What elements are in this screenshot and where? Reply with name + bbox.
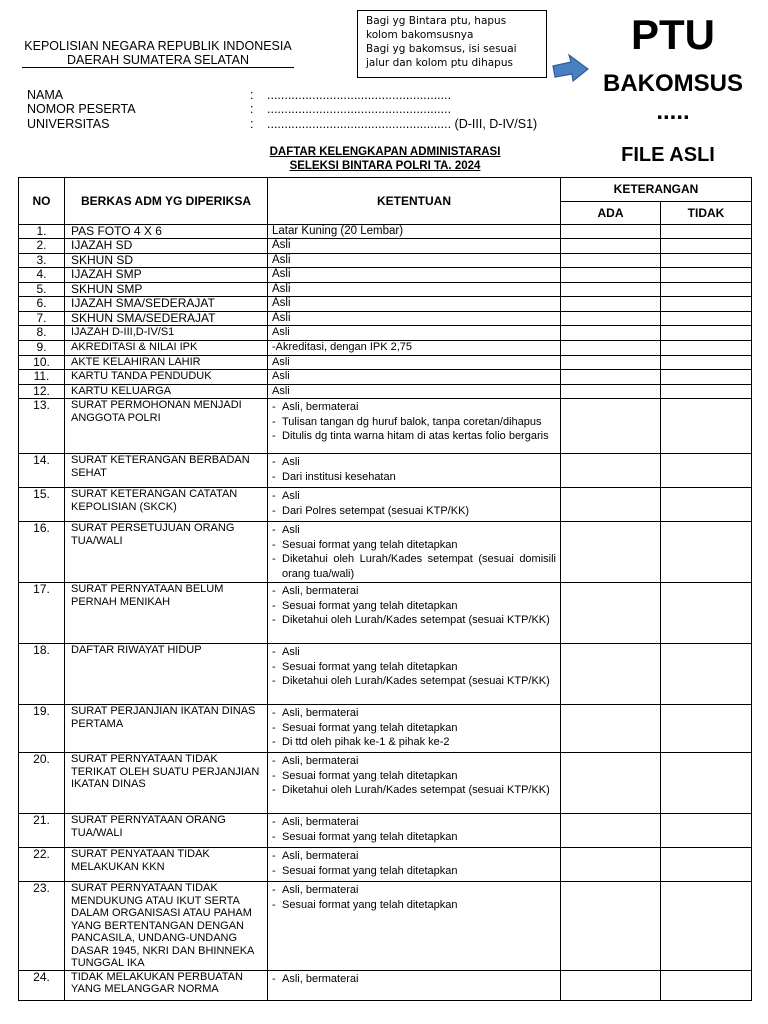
table-row	[19, 253, 752, 268]
row-requirements	[268, 488, 561, 522]
row-number: 18.	[19, 644, 65, 705]
checkbox-ada[interactable]	[561, 753, 661, 814]
checkbox-ada[interactable]	[561, 384, 661, 399]
requirement-item: - Diketahui oleh Lurah/Kades setempat (sesuai KTP/KK)	[272, 783, 556, 798]
row-number: 21.	[19, 814, 65, 848]
row-document-name: SKHUN SMA/SEDERAJAT	[65, 311, 268, 326]
row-requirements	[268, 340, 561, 355]
checkbox-tidak[interactable]	[661, 239, 752, 254]
checkbox-ada[interactable]	[561, 282, 661, 297]
checkbox-ada[interactable]	[561, 326, 661, 341]
row-document-name: IJAZAH SMA/SEDERAJAT	[65, 297, 268, 312]
org-header	[22, 39, 294, 68]
table-row	[19, 848, 752, 882]
row-document-name: SURAT PERJANJIAN IKATAN DINAS PERTAMA	[65, 705, 268, 753]
row-document-name: PAS FOTO 4 X 6	[65, 225, 268, 239]
table-row	[19, 753, 752, 814]
requirement-item: - Sesuai format yang telah ditetapkan	[272, 864, 556, 879]
checkbox-ada[interactable]	[561, 268, 661, 283]
requirement-item: Asli	[272, 355, 290, 368]
checkbox-tidak[interactable]	[661, 583, 752, 644]
checkbox-tidak[interactable]	[661, 753, 752, 814]
row-document-name: IJAZAH SD	[65, 239, 268, 254]
row-number: 19.	[19, 705, 65, 753]
requirement-item: Asli	[272, 384, 290, 397]
requirement-item: - Tulisan tangan dg huruf balok, tanpa coretan/dihapus	[272, 415, 556, 430]
row-requirements	[268, 253, 561, 268]
requirement-item: - Di ttd oleh pihak ke-1 & pihak ke-2	[272, 735, 556, 750]
checkbox-tidak[interactable]	[661, 282, 752, 297]
row-requirements	[268, 522, 561, 583]
table-row	[19, 399, 752, 454]
row-document-name: SURAT PERNYATAAN TIDAK MENDUKUNG ATAU IKUT SERTA DALAM ORGANISASI ATAU PAHAM YANG BERTENTANGAN DENGAN PANCASILA, UNDANG-UNDANG DASAR 1945, NKRI DAN BHINNEKA TUNGGAL IKA	[65, 882, 268, 971]
table-row	[19, 225, 752, 239]
requirement-item: - Sesuai format yang telah ditetapkan	[272, 721, 556, 736]
row-requirements	[268, 355, 561, 370]
row-requirements	[268, 583, 561, 644]
requirement-item: - Sesuai format yang telah ditetapkan	[272, 830, 556, 845]
row-requirements	[268, 454, 561, 488]
row-number: 22.	[19, 848, 65, 882]
row-requirements	[268, 970, 561, 1000]
table-row	[19, 882, 752, 971]
checkbox-tidak[interactable]	[661, 644, 752, 705]
table-row	[19, 814, 752, 848]
row-document-name: AKREDITASI & NILAI IPK	[65, 340, 268, 355]
requirement-item: Asli	[272, 253, 291, 266]
row-number: 3.	[19, 253, 65, 268]
note-line: jalur dan kolom ptu dihapus	[366, 57, 513, 69]
field-universitas	[27, 117, 587, 132]
checkbox-ada[interactable]	[561, 848, 661, 882]
checkbox-tidak[interactable]	[661, 370, 752, 385]
row-number: 24.	[19, 970, 65, 1000]
field-input-universitas[interactable]: ..................................................... (D-III, D-IV/S1)	[267, 117, 538, 131]
row-requirements	[268, 399, 561, 454]
row-requirements	[268, 882, 561, 971]
requirement-item: - Asli, bermaterai	[272, 849, 556, 864]
checkbox-ada[interactable]	[561, 882, 661, 971]
row-document-name: IJAZAH SMP	[65, 268, 268, 283]
field-colon: :	[250, 102, 254, 116]
field-input-nomor-peserta[interactable]: .....................................................	[267, 102, 452, 116]
requirement-item: Asli	[272, 370, 290, 382]
instruction-note	[357, 10, 547, 78]
table-row	[19, 370, 752, 385]
checkbox-ada[interactable]	[561, 583, 661, 644]
row-document-name: KARTU TANDA PENDUDUK	[65, 370, 268, 385]
checkbox-ada[interactable]	[561, 705, 661, 753]
note-line: Bagi yg bakomsus, isi sesuai	[366, 43, 517, 55]
header-tidak: TIDAK	[661, 202, 752, 225]
checkbox-ada[interactable]	[561, 399, 661, 454]
row-document-name: SKHUN SMP	[65, 282, 268, 297]
checkbox-tidak[interactable]	[661, 454, 752, 488]
requirement-item: - Asli	[272, 455, 556, 470]
checkbox-tidak[interactable]	[661, 488, 752, 522]
row-requirements	[268, 848, 561, 882]
row-number: 11.	[19, 370, 65, 385]
row-document-name: SURAT PENYATAAN TIDAK MELAKUKAN KKN	[65, 848, 268, 882]
requirement-item: Asli	[272, 326, 290, 338]
row-number: 13.	[19, 399, 65, 454]
row-number: 14.	[19, 454, 65, 488]
org-region: DAERAH SUMATERA SELATAN	[22, 53, 294, 68]
arrow-right-down-icon	[551, 52, 591, 84]
header-ada: ADA	[561, 202, 661, 225]
title-line-2: SELEKSI BINTARA POLRI TA. 2024	[289, 160, 481, 172]
checkbox-ada[interactable]	[561, 355, 661, 370]
table-row	[19, 970, 752, 1000]
checkbox-ada[interactable]	[561, 488, 661, 522]
requirement-item: Asli	[272, 282, 291, 295]
table-row	[19, 522, 752, 583]
table-row	[19, 705, 752, 753]
checkbox-ada[interactable]	[561, 970, 661, 1000]
checkbox-tidak[interactable]	[661, 326, 752, 341]
ptu-label: PTU	[631, 11, 715, 58]
row-requirements	[268, 705, 561, 753]
requirement-item: - Asli, bermaterai	[272, 400, 556, 415]
row-document-name: SURAT PERNYATAAN TIDAK TERIKAT OLEH SUATU PERJANJIAN IKATAN DINAS	[65, 753, 268, 814]
checkbox-tidak[interactable]	[661, 522, 752, 583]
table-row	[19, 297, 752, 312]
requirement-item: - Sesuai format yang telah ditetapkan	[272, 769, 556, 784]
row-number: 6.	[19, 297, 65, 312]
document-title	[230, 145, 540, 173]
row-document-name: AKTE KELAHIRAN LAHIR	[65, 355, 268, 370]
bakomsus-label: BAKOMSUS	[602, 70, 743, 97]
header-berkas: BERKAS ADM YG DIPERIKSA	[65, 178, 268, 225]
row-requirements	[268, 282, 561, 297]
checkbox-tidak[interactable]	[661, 268, 752, 283]
row-requirements	[268, 370, 561, 385]
row-number: 12.	[19, 384, 65, 399]
row-number: 7.	[19, 311, 65, 326]
row-requirements	[268, 814, 561, 848]
row-document-name: SKHUN SD	[65, 253, 268, 268]
row-document-name: SURAT PERNYATAAN BELUM PERNAH MENIKAH	[65, 583, 268, 644]
table-row	[19, 311, 752, 326]
checkbox-ada[interactable]	[561, 370, 661, 385]
row-number: 17.	[19, 583, 65, 644]
requirement-item: -Akreditasi, dengan IPK 2,75	[272, 340, 413, 353]
checkbox-ada[interactable]	[561, 644, 661, 705]
row-number: 23.	[19, 882, 65, 971]
requirement-item: - Asli, bermaterai	[272, 584, 556, 599]
requirement-item: - Asli, bermaterai	[272, 972, 556, 987]
row-document-name: SURAT PERSETUJUAN ORANG TUA/WALI	[65, 522, 268, 583]
row-number: 2.	[19, 239, 65, 254]
table-row	[19, 239, 752, 254]
checkbox-ada[interactable]	[561, 340, 661, 355]
requirement-item: - Asli	[272, 645, 556, 660]
requirement-item: - Sesuai format yang telah ditetapkan	[272, 599, 556, 614]
requirement-item: - Diketahui oleh Lurah/Kades setempat (sesuai KTP/KK)	[272, 674, 556, 689]
requirement-item: Latar Kuning (20 Lembar)	[272, 225, 404, 237]
checkbox-tidak[interactable]	[661, 340, 752, 355]
row-requirements	[268, 753, 561, 814]
checkbox-ada[interactable]	[561, 522, 661, 583]
row-number: 20.	[19, 753, 65, 814]
field-label: UNIVERSITAS	[27, 117, 110, 131]
field-label: NAMA	[27, 88, 64, 102]
requirement-item: - Asli, bermaterai	[272, 706, 556, 721]
row-number: 1.	[19, 225, 65, 239]
bakomsus-dots: .....	[656, 98, 690, 125]
checkbox-tidak[interactable]	[661, 814, 752, 848]
row-document-name: IJAZAH D-III,D-IV/S1	[65, 326, 268, 341]
table-row	[19, 454, 752, 488]
requirement-item: Asli	[272, 311, 291, 324]
row-requirements	[268, 384, 561, 399]
field-input-nama[interactable]: .....................................................	[267, 88, 452, 102]
row-document-name: DAFTAR RIWAYAT HIDUP	[65, 644, 268, 705]
row-number: 4.	[19, 268, 65, 283]
row-number: 16.	[19, 522, 65, 583]
checkbox-tidak[interactable]	[661, 384, 752, 399]
row-requirements	[268, 297, 561, 312]
requirement-item: - Dari institusi kesehatan	[272, 470, 556, 485]
field-nama	[27, 88, 587, 103]
table-row	[19, 326, 752, 341]
checkbox-ada[interactable]	[561, 454, 661, 488]
table-row	[19, 282, 752, 297]
requirement-item: - Dari Polres setempat (sesuai KTP/KK)	[272, 504, 556, 519]
table-row	[19, 488, 752, 522]
row-document-name: KARTU KELUARGA	[65, 384, 268, 399]
header-no: NO	[19, 178, 65, 225]
row-document-name: SURAT PERNYATAAN ORANG TUA/WALI	[65, 814, 268, 848]
table-body	[19, 225, 752, 1001]
requirement-item: Asli	[272, 239, 291, 251]
checkbox-ada[interactable]	[561, 239, 661, 254]
table-row	[19, 355, 752, 370]
checkbox-tidak[interactable]	[661, 848, 752, 882]
requirement-item: Asli	[272, 297, 291, 309]
row-requirements	[268, 268, 561, 283]
row-number: 10.	[19, 355, 65, 370]
note-line: Bagi yg Bintara ptu, hapus	[366, 15, 507, 27]
field-label: NOMOR PESERTA	[27, 102, 136, 116]
row-number: 9.	[19, 340, 65, 355]
field-colon: :	[250, 88, 254, 102]
identity-fields	[27, 88, 587, 134]
checkbox-tidak[interactable]	[661, 355, 752, 370]
checkbox-tidak[interactable]	[661, 705, 752, 753]
checkbox-tidak[interactable]	[661, 399, 752, 454]
checkbox-tidak[interactable]	[661, 225, 752, 239]
checkbox-tidak[interactable]	[661, 970, 752, 1000]
row-requirements	[268, 311, 561, 326]
checkbox-tidak[interactable]	[661, 297, 752, 312]
row-requirements	[268, 239, 561, 254]
requirement-item: - Asli, bermaterai	[272, 815, 556, 830]
row-number: 5.	[19, 282, 65, 297]
checklist-table	[18, 177, 752, 1001]
note-line: kolom bakomsusnya	[366, 29, 474, 41]
checkbox-ada[interactable]	[561, 253, 661, 268]
checkbox-tidak[interactable]	[661, 882, 752, 971]
row-requirements	[268, 225, 561, 239]
requirement-item: - Sesuai format yang telah ditetapkan	[272, 898, 556, 913]
requirement-item: - Asli	[272, 523, 556, 538]
requirement-item: - Asli, bermaterai	[272, 754, 556, 769]
row-requirements	[268, 644, 561, 705]
requirement-item: - Asli	[272, 489, 556, 504]
row-number: 8.	[19, 326, 65, 341]
checkbox-ada[interactable]	[561, 814, 661, 848]
table-row	[19, 384, 752, 399]
requirement-item: - Diketahui oleh Lurah/Kades setempat (sesuai domisili orang tua/wali)	[272, 552, 556, 581]
row-document-name: SURAT PERMOHONAN MENJADI ANGGOTA POLRI	[65, 399, 268, 454]
table-row	[19, 340, 752, 355]
requirement-item: Asli	[272, 268, 291, 280]
checkbox-tidak[interactable]	[661, 253, 752, 268]
checkbox-ada[interactable]	[561, 311, 661, 326]
org-name: KEPOLISIAN NEGARA REPUBLIK INDONESIA	[24, 39, 292, 53]
checkbox-ada[interactable]	[561, 297, 661, 312]
row-document-name: TIDAK MELAKUKAN PERBUATAN YANG MELANGGAR NORMA	[65, 970, 268, 1000]
header-keterangan: KETERANGAN	[561, 178, 752, 202]
table-row	[19, 644, 752, 705]
requirement-item: - Sesuai format yang telah ditetapkan	[272, 538, 556, 553]
requirement-item: - Ditulis dg tinta warna hitam di atas kertas folio bergaris	[272, 429, 556, 444]
checkbox-tidak[interactable]	[661, 311, 752, 326]
title-line-1: DAFTAR KELENGKAPAN ADMINISTARASI	[269, 146, 501, 158]
row-document-name: SURAT KETERANGAN BERBADAN SEHAT	[65, 454, 268, 488]
header-ketentuan: KETENTUAN	[268, 178, 561, 225]
requirement-item: - Asli, bermaterai	[272, 883, 556, 898]
field-colon: :	[250, 117, 254, 131]
field-nomor-peserta	[27, 102, 587, 117]
table-row	[19, 268, 752, 283]
row-number: 15.	[19, 488, 65, 522]
checkbox-ada[interactable]	[561, 225, 661, 239]
table-row	[19, 583, 752, 644]
requirement-item: - Sesuai format yang telah ditetapkan	[272, 660, 556, 675]
row-document-name: SURAT KETERANGAN CATATAN KEPOLISIAN (SKCK)	[65, 488, 268, 522]
row-requirements	[268, 326, 561, 341]
requirement-item: - Diketahui oleh Lurah/Kades setempat (sesuai KTP/KK)	[272, 613, 556, 628]
file-asli-label: FILE ASLI	[621, 144, 715, 166]
